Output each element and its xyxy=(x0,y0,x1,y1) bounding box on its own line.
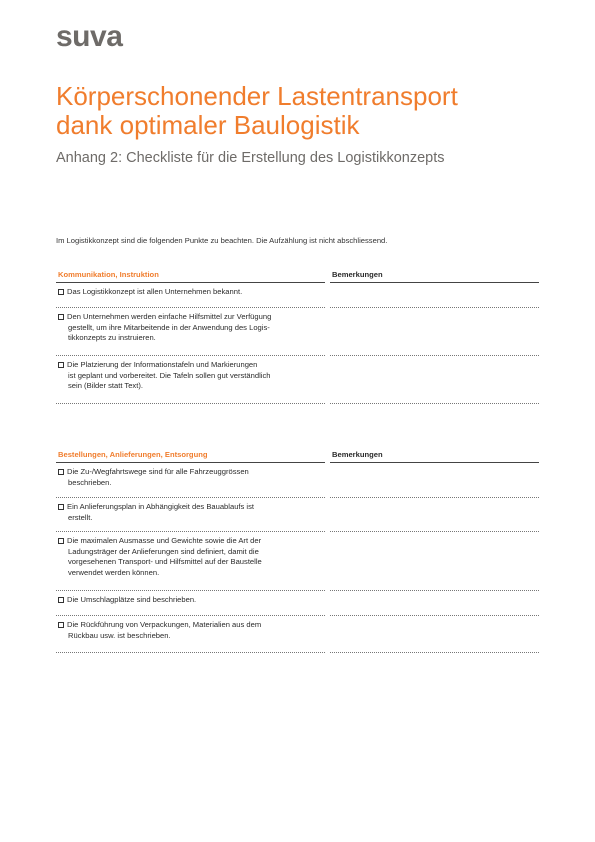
item-text: Die Umschlagplätze sind beschrieben. xyxy=(67,595,197,604)
checkbox[interactable] xyxy=(58,314,64,320)
remarks-field[interactable] xyxy=(330,652,539,653)
title-line: dank optimaler Baulogistik xyxy=(56,110,360,140)
section-title: Kommunikation, Instruktion xyxy=(58,270,159,279)
intro-text: Im Logistikkonzept sind die folgenden Punkte zu beachten. Die Aufzählung ist nicht abschliessend. xyxy=(56,236,388,245)
section-bestellungen xyxy=(56,450,539,640)
divider xyxy=(56,652,325,653)
remarks-header: Bemerkungen xyxy=(332,270,383,279)
item-text: verwendet werden können. xyxy=(68,567,160,577)
section-kommunikation xyxy=(56,270,539,391)
suva-logo: suva xyxy=(56,20,123,53)
checkbox[interactable] xyxy=(58,289,64,295)
item-text: Rückbau usw. ist beschrieben. xyxy=(68,630,171,640)
checkbox[interactable] xyxy=(58,538,64,544)
checklist-item xyxy=(56,532,539,591)
checkbox[interactable] xyxy=(58,362,64,368)
item-text: Die Zu-/Wegfahrtswege sind für alle Fahrzeuggrössen xyxy=(67,467,249,476)
item-text: sein (Bilder statt Text). xyxy=(68,381,143,391)
title-line: Körperschonender Lastentransport xyxy=(56,81,458,111)
divider xyxy=(56,403,325,404)
checklist-item xyxy=(56,463,539,498)
item-text: Den Unternehmen werden einfache Hilfsmittel zur Verfügung xyxy=(67,312,272,321)
page-subtitle: Anhang 2: Checkliste für die Erstellung des Logistikkonzepts xyxy=(56,150,445,166)
section-header xyxy=(56,450,539,462)
checkbox[interactable] xyxy=(58,469,64,475)
section-header xyxy=(56,270,539,282)
item-text: tikkonzepts zu instruieren. xyxy=(68,333,156,343)
remarks-header: Bemerkungen xyxy=(332,450,383,459)
page-title xyxy=(56,82,536,140)
item-text: gestellt, um ihre Mitarbeitende in der Anwendung des Logis- xyxy=(68,322,270,332)
item-text: Die maximalen Ausmasse und Gewichte sowie die Art der xyxy=(67,536,262,545)
item-text: vorgesehenen Transport- und Hilfsmittel auf der Baustelle xyxy=(68,557,262,567)
item-text: Ein Anlieferungsplan in Abhängigkeit des Bauablaufs ist xyxy=(67,502,255,511)
checklist-item xyxy=(56,283,539,308)
checkbox[interactable] xyxy=(58,622,64,628)
item-text: ist geplant und vorbereitet. Die Tafeln sollen gut verständlich xyxy=(68,370,271,380)
checkbox[interactable] xyxy=(58,504,64,510)
section-title: Bestellungen, Anlieferungen, Entsorgung xyxy=(58,450,208,459)
item-text: Die Rückführung von Verpackungen, Materialien aus dem xyxy=(67,620,262,629)
item-text: beschrieben. xyxy=(68,477,112,487)
checklist-item xyxy=(56,308,539,356)
item-text: erstellt. xyxy=(68,512,93,522)
checklist-item xyxy=(56,356,539,404)
remarks-field[interactable] xyxy=(330,403,539,404)
checklist-item xyxy=(56,591,539,616)
checkbox[interactable] xyxy=(58,597,64,603)
item-text: Das Logistikkonzept ist allen Unternehmen bekannt. xyxy=(67,287,243,296)
item-text: Die Platzierung der Informationstafeln und Markierungen xyxy=(67,360,258,369)
checklist-item xyxy=(56,498,539,532)
item-text: Ladungsträger der Anlieferungen sind definiert, damit die xyxy=(68,546,259,556)
checklist-item xyxy=(56,616,539,653)
